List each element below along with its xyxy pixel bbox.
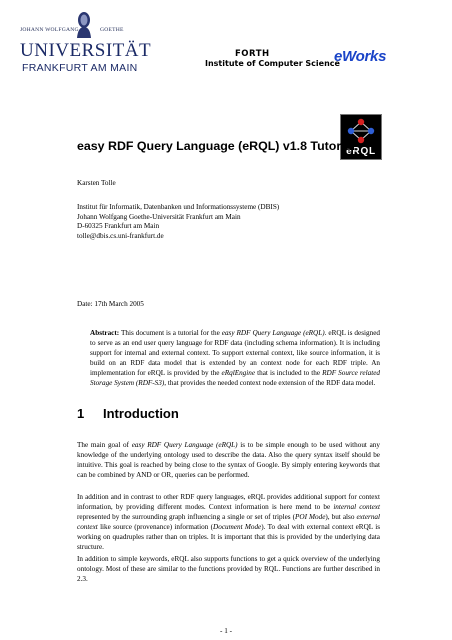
section-heading (77, 406, 179, 421)
forth-name: FORTH (235, 49, 270, 59)
text-run-italic: easy RDF Query Language (eRQL). (221, 329, 327, 337)
text-run: This document is a tutorial for the (119, 329, 222, 337)
affiliation-line: Institut für Informatik, Datenbanken und Informationssysteme (DBIS) (77, 203, 280, 211)
paragraph (77, 440, 380, 480)
goethe-logo-top-left: JOHANN WOLFGANG (20, 27, 79, 33)
text-run-italic: eRqlEngine (221, 369, 256, 378)
forth-institute: Institute of Computer Science (205, 59, 340, 68)
text-run: In addition to simple keywords, eRQL also supports functions to get a quick overview of the underlying ontology. Most of these are similar to the functions provided by RQL. Functions are further described in 2.3. (77, 555, 380, 584)
erql-logo-text: eRQL (346, 146, 376, 157)
author-email: tolle@dbis.cs.uni-frankfurt.de (77, 231, 164, 240)
text-run: like source (provenance) information ( (97, 523, 214, 532)
text-run: , that provides the needed context node extension of the RDF data model. (164, 379, 376, 388)
goethe-university-city: FRANKFURT AM MAIN (22, 62, 138, 74)
paragraph (77, 554, 380, 584)
text-run-italic: RDF Source related Storage System (RDF-S3) (90, 369, 380, 388)
forth-logo (200, 49, 340, 73)
text-run-italic: POI Mode (295, 513, 326, 522)
text-run: that is included to the (255, 369, 323, 378)
text-run-italic: internal context (333, 503, 380, 512)
abstract-label: Abstract: (90, 329, 120, 337)
abstract (90, 328, 380, 389)
goethe-university-name: UNIVERSITÄT (20, 40, 152, 61)
erql-logo (340, 114, 382, 160)
text-run: In addition and in contrast to other RDF query languages, eRQL provides additional support for context information, by providing different modes. Context information is here mend to be (77, 493, 380, 512)
text-run: is to be simple enough to be used without any knowledge of the underlying ontology used to describe the data. Also the query syntax itself should be intuitive. This goal is reached by being close to the syntax of Google. By simply entering keywords that can be combined by AND or OR, queries can be performed. (77, 441, 380, 480)
text-run: eRQL is designed to serve as an end user query language for RDF data (including schema information). It is including support for internal and external context. To support external context, like source information, it is build on an RDF data model that is extended by an context node for each RDF triple. An implementation for eRQL is provided by the (90, 329, 380, 378)
goethe-logo-top-right: GOETHE (100, 27, 124, 33)
text-run-italic: external context (77, 513, 381, 532)
text-run-italic: Document Mode (213, 523, 262, 532)
section-number: 1 (77, 406, 85, 421)
document-date: Date: 17th March 2005 (77, 300, 144, 308)
text-run: The main goal of (77, 441, 132, 449)
goethe-portrait-icon (75, 10, 93, 38)
affiliation-line: D-60325 Frankfurt am Main (77, 222, 160, 231)
eworks-logo (334, 48, 388, 68)
paragraph (77, 492, 380, 553)
text-run: ). To deal with external context eRQL is working on quadruples rather than on triples. It is important that this is provided by the underlying data structure. (77, 523, 380, 552)
section-title: Introduction (103, 406, 179, 421)
goethe-university-logo (20, 10, 152, 84)
text-run-italic: easy RDF Query Language (eRQL) (131, 441, 238, 449)
page-number: - 1 - (220, 627, 232, 635)
author-name: Karsten Tolle (77, 179, 116, 187)
text-run: ), but also (325, 513, 357, 522)
text-run: represented by the surrounding graph influencing a single or set of triples ( (77, 513, 296, 522)
eworks-wordmark: eWorks (334, 48, 387, 65)
affiliation-line: Johann Wolfgang Goethe-Universität Frankfurt am Main (77, 212, 241, 221)
document-title: easy RDF Query Language (eRQL) v1.8 Tutorial (77, 139, 355, 153)
